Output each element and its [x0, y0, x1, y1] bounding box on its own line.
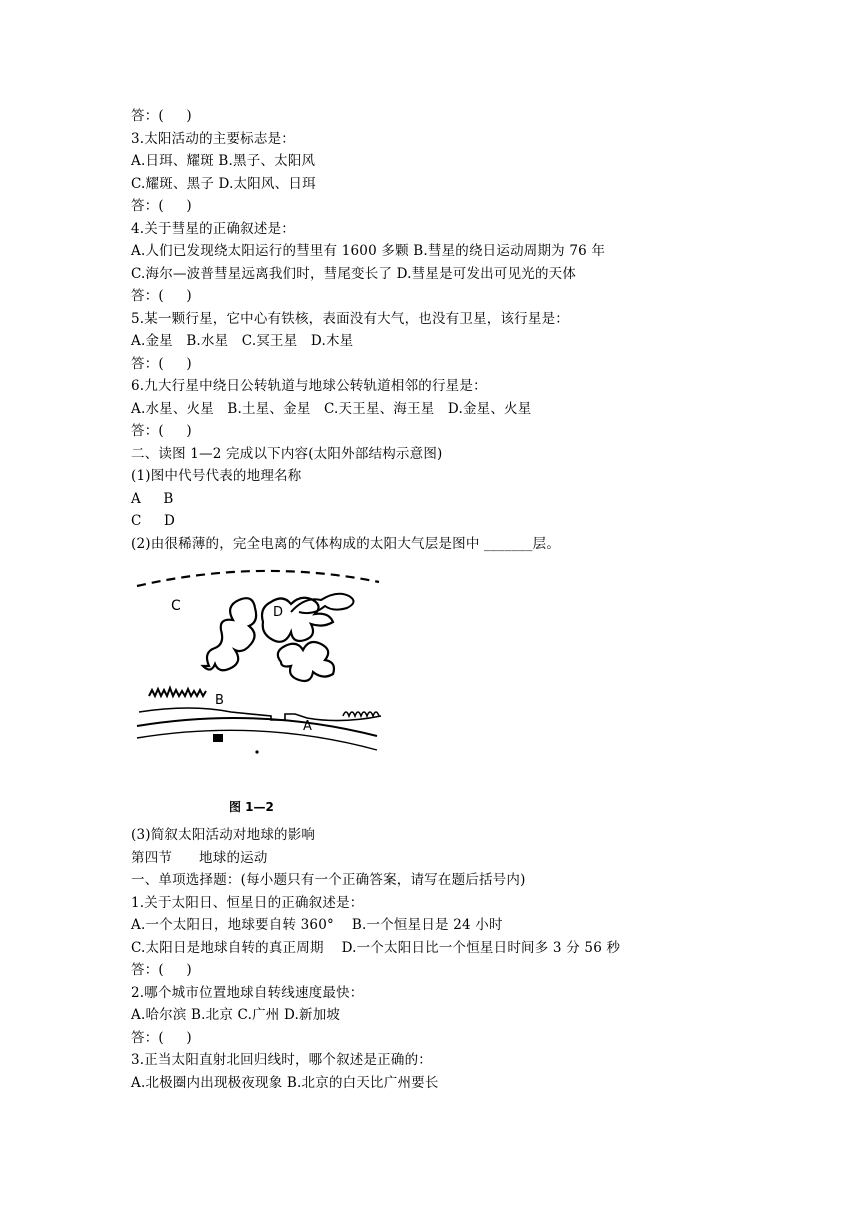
- question-5: 5.某一颗行星，它中心有铁核，表面没有大气，也没有卫星，该行星是：: [131, 311, 569, 327]
- answer-line: 答：( ): [131, 198, 192, 214]
- option-line: C.耀斑、黑子 D.太阳风、日珥: [131, 176, 316, 192]
- figure-caption: 图 1—2: [229, 800, 274, 814]
- sunspot: [213, 734, 223, 742]
- section-heading: 一、单项选择题：(每小题只有一个正确答案，请写在题后括号内): [131, 872, 526, 888]
- label-d: D: [273, 605, 284, 620]
- prominence-tendril: [291, 594, 354, 613]
- answer-line: 答：( ): [131, 356, 192, 372]
- question-4: 4.关于彗星的正确叙述是：: [131, 221, 295, 237]
- section-heading: 二、读图 1—2 完成以下内容(太阳外部结构示意图): [131, 446, 443, 462]
- question-6: 6.九大行星中绕日公转轨道与地球公转轨道相邻的行星是：: [131, 378, 487, 394]
- answer-line: 答：( ): [131, 423, 192, 439]
- option-line: A.金星 B.水星 C.冥王星 D.木星: [131, 333, 354, 349]
- option-line: A.日珥、耀斑 B.黑子、太阳风: [131, 153, 316, 169]
- answer-line: 答：( ): [131, 962, 192, 978]
- question-2: 2.哪个城市位置地球自转线速度最快：: [131, 985, 364, 1001]
- option-line: A.人们已发现绕太阳运行的彗里有 1600 多颗 B.彗星的绕日运动周期为 76 年: [131, 243, 606, 259]
- label-b: B: [215, 693, 224, 708]
- option-line: A.一个太阳日，地球要自转 360° B.一个恒星日是 24 小时: [131, 917, 503, 933]
- spicules: [149, 688, 206, 696]
- sub-question-1: (1)图中代号代表的地理名称: [131, 468, 302, 484]
- question-1: 1.关于太阳日、恒星日的正确叙述是：: [131, 895, 364, 911]
- answer-line: 答：( ): [131, 108, 192, 124]
- section-title: 第四节 地球的运动: [131, 850, 268, 866]
- answer-line: 答：( ): [131, 1030, 192, 1046]
- sunspot-small: [255, 750, 258, 753]
- label-a: A: [303, 719, 312, 734]
- label-row-cd: C D: [131, 513, 176, 529]
- prominence-right: [278, 642, 334, 681]
- question-3: 3.正当太阳直射北回归线时，哪个叙述是正确的：: [131, 1052, 432, 1068]
- sub-question-2: (2)由很稀薄的，完全电离的气体构成的太阳大气层是图中 _______层。: [131, 536, 561, 552]
- option-line: A.水星、火星 B.土星、金星 C.天王星、海王星 D.金星、火星: [131, 401, 532, 417]
- answer-line: 答：( ): [131, 288, 192, 304]
- sub-question-3: (3)简叙太阳活动对地球的影响: [131, 827, 316, 843]
- prominence-left: [203, 598, 256, 670]
- sun-structure-figure: [131, 566, 387, 772]
- option-line: A.北极圈内出现极夜现象 B.北京的白天比广州要长: [131, 1075, 439, 1091]
- option-line: C.海尔—波普彗星远离我们时，彗尾变长了 D.彗星是可发出可见光的天体: [131, 266, 577, 282]
- option-line: A.哈尔滨 B.北京 C.广州 D.新加坡: [131, 1007, 341, 1023]
- label-row-ab: A B: [131, 491, 174, 507]
- option-line: C.太阳日是地球自转的真正周期 D.一个太阳日比一个恒星日时间多 3 分 56 秒: [131, 940, 621, 956]
- photosphere-inner-arc: [137, 730, 377, 750]
- spicules-right: [343, 712, 379, 716]
- question-3: 3.太阳活动的主要标志是：: [131, 131, 295, 147]
- corona-boundary: [137, 571, 379, 586]
- label-c: C: [171, 598, 181, 614]
